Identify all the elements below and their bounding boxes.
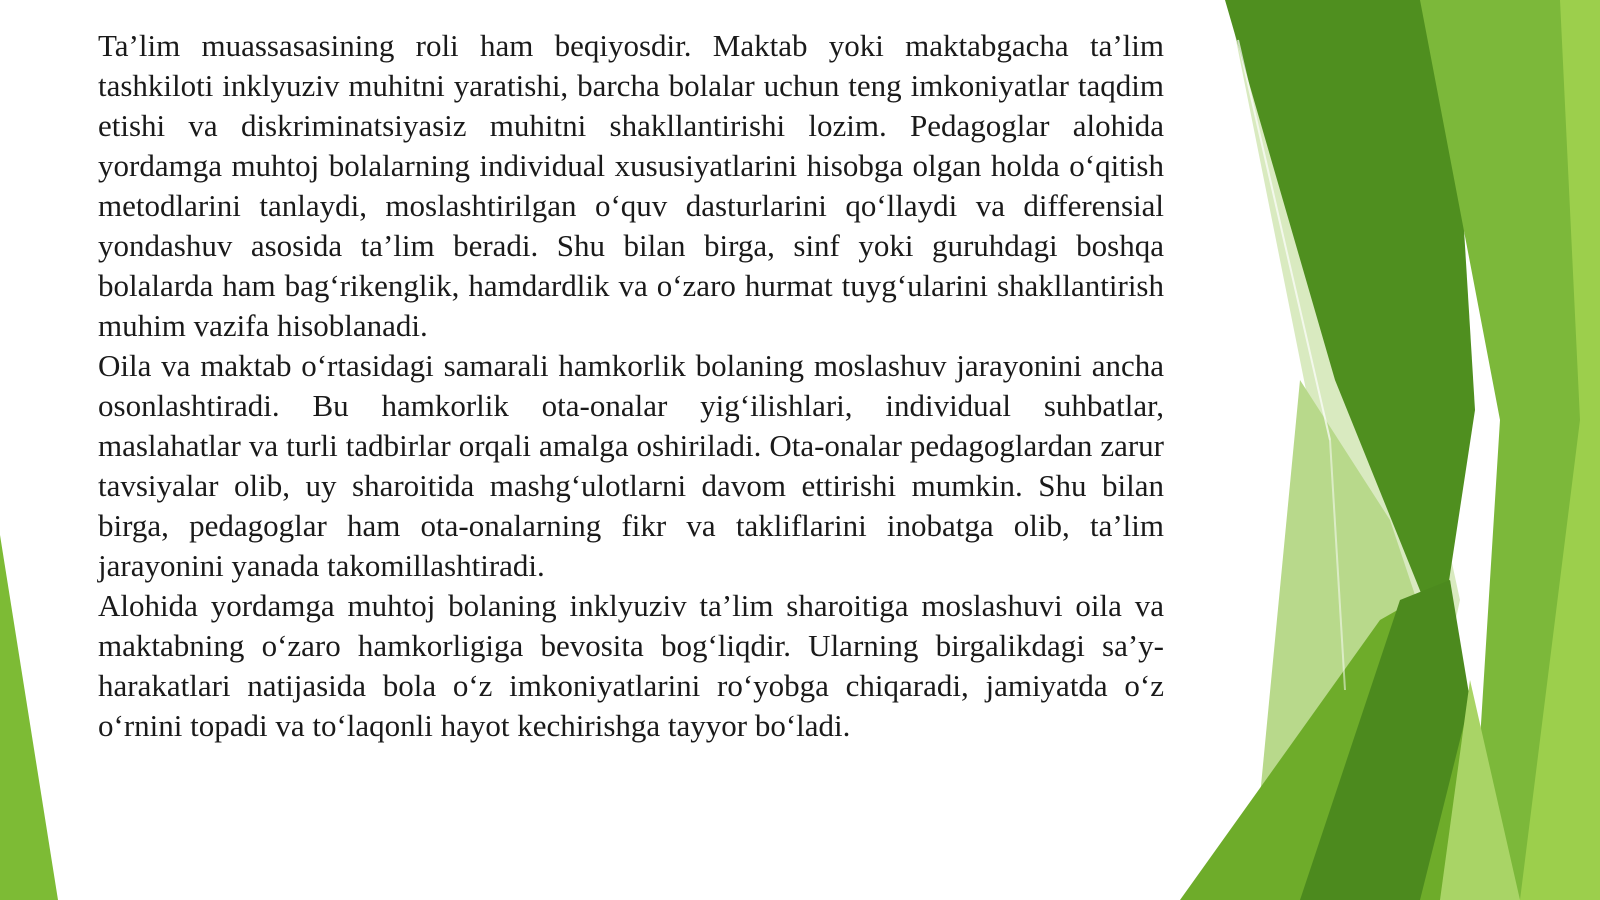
paragraph-3: Alohida yordamga muhtoj bolaning inklyuziv ta’lim sharoitiga moslashuvi oila va maktabning o‘zaro hamkorligiga bevosita bog‘liqdir. Ularning birgalikdagi sa’y-harakatlari natijasida bola o‘z imkoniyatlarini ro‘yobga chiqaradi, jamiyatda o‘z o‘rnini topadi va to‘laqonli hayot kechirishga tayyor bo‘ladi. <box>98 588 1164 743</box>
paragraph-2: Oila va maktab o‘rtasidagi samarali hamkorlik bolaning moslashuv jarayonini ancha osonlashtiradi. Bu hamkorlik ota-onalar yig‘ilishlari, individual suhbatlar, maslahatlar va turli tadbirlar orqali amalga oshiriladi. Ota-onalar pedagoglardan zarur tavsiyalar olib, uy sharoitida mashg‘ulotlarni davom ettirishi mumkin. Shu bilan birga, pedagoglar ham ota-onalarning fikr va takliflarini inobatga olib, ta’lim jarayonini yanada takomillashtiradi. <box>98 348 1164 583</box>
body-text <box>98 26 1164 746</box>
paragraph-1: Ta’lim muassasasining roli ham beqiyosdir. Maktab yoki maktabgacha ta’lim tashkiloti inklyuziv muhitni yaratishi, barcha bolalar uchun teng imkoniyatlar taqdim etishi va diskriminatsiyasiz muhitni shakllantirishi lozim. Pedagoglar alohida yordamga muhtoj bolalarning individual xususiyatlarini hisobga olgan holda o‘qitish metodlarini tanlaydi, moslashtirilgan o‘quv dasturlarini qo‘llaydi va differensial yondashuv asosida ta’lim beradi. Shu bilan birga, sinf yoki guruhdagi boshqa bolalarda ham bag‘rikenglik, hamdardlik va o‘zaro hurmat tuyg‘ularini shakllantirish muhim vazifa hisoblanadi. <box>98 28 1164 343</box>
left-green-sliver <box>0 535 58 900</box>
